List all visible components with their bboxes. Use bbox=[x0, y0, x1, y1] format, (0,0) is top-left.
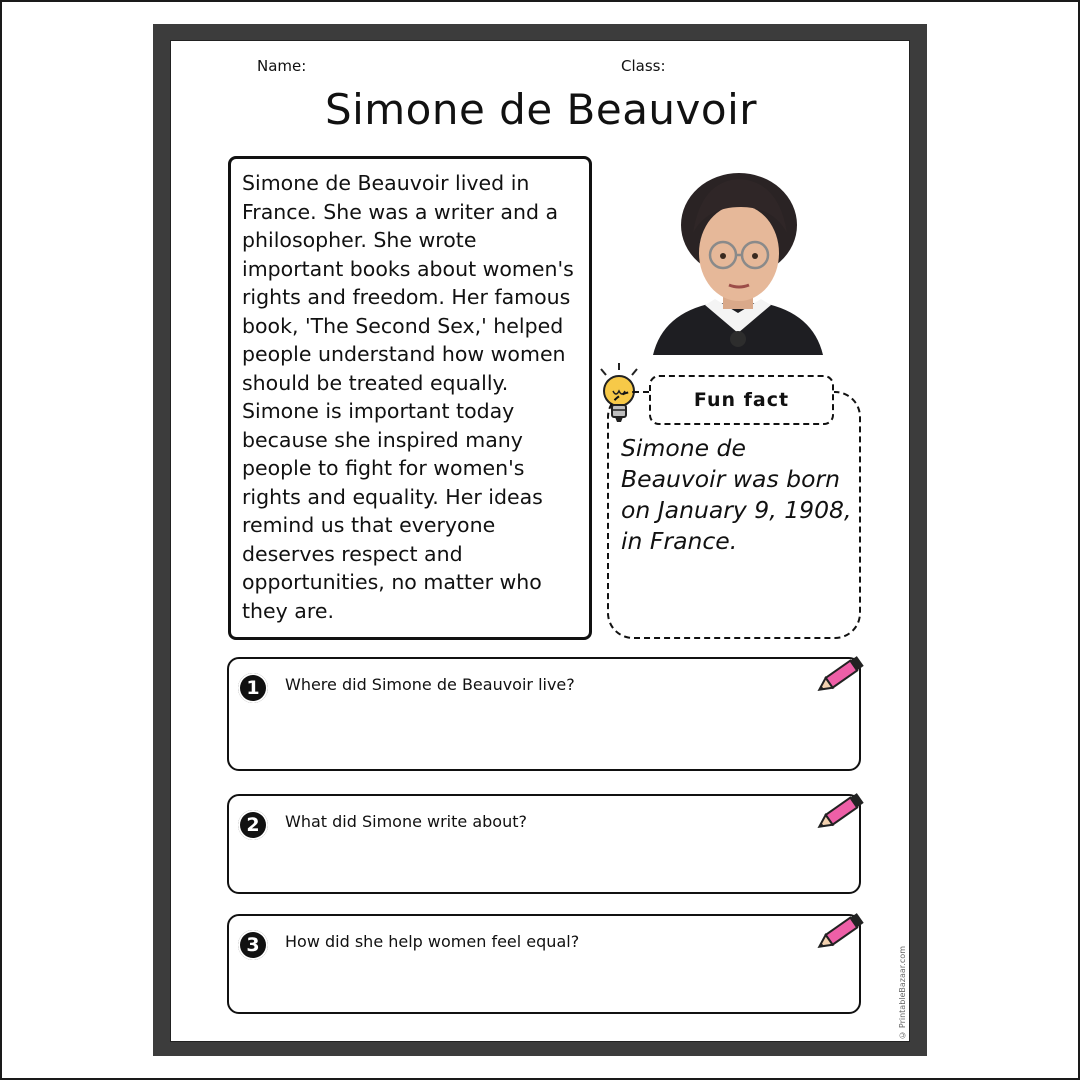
name-label: Name: bbox=[257, 57, 307, 75]
question-text: How did she help women feel equal? bbox=[285, 932, 580, 951]
class-label: Class: bbox=[621, 57, 666, 75]
reading-passage-box bbox=[228, 156, 592, 640]
question-answer-box-3[interactable] bbox=[227, 914, 861, 1014]
pencil-icon bbox=[813, 651, 871, 699]
pencil-icon bbox=[813, 788, 871, 836]
reading-passage-text: Simone de Beauvoir lived in France. She was a writer and a philosopher. She wrote important books about women's rights and freedom. Her famous book, 'The Second Sex,' helped people understand how women should be treated equally. Simone is important today because she inspired many people to fight for women's rights and equality. Her ideas remind us that everyone deserves respect and opportunities, no matter who they are. bbox=[242, 171, 574, 623]
question-number-badge: 2 bbox=[238, 810, 268, 840]
question-number-badge: 3 bbox=[238, 930, 268, 960]
pencil-icon bbox=[813, 908, 871, 956]
question-number-badge: 1 bbox=[238, 673, 268, 703]
question-answer-box-2[interactable] bbox=[227, 794, 861, 894]
fun-fact-label: Fun fact bbox=[649, 375, 834, 425]
portrait-illustration bbox=[643, 163, 833, 355]
question-text: Where did Simone de Beauvoir live? bbox=[285, 675, 575, 694]
fun-fact-text: Simone de Beauvoir was born on January 9, 1908, in France. bbox=[621, 434, 852, 555]
page-title: Simone de Beauvoir bbox=[324, 85, 758, 134]
worksheet-page bbox=[170, 40, 910, 1042]
question-text: What did Simone write about? bbox=[285, 812, 527, 831]
copyright-credit: © PrintableBazaar.com bbox=[898, 946, 907, 1040]
question-answer-box-1[interactable] bbox=[227, 657, 861, 771]
